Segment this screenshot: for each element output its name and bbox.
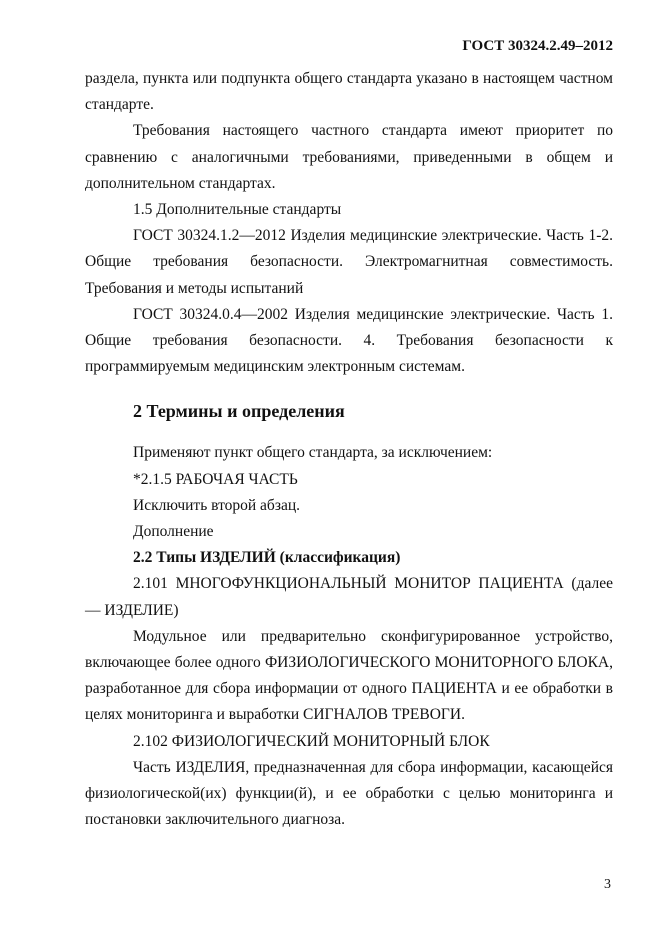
paragraph: Часть ИЗДЕЛИЯ, предназначенная для сбора информации, касающейся физиологической(их) функции(й), и ее обработки с целью мониторинга и постановки заключительного диагноза. — [85, 758, 613, 829]
subsection-heading: 2.2 Типы ИЗДЕЛИЙ (классификация) — [133, 549, 401, 567]
paragraph: Модульное или предварительно сконфигурированное устройство, включающее более одного ФИЗИОЛОГИЧЕСКОГО МОНИТОРНОГО БЛОКА, разработанное для сбора информации от одного ПАЦИЕНТА и ее обработки в целях мониторинга и выработки СИГНАЛОВ ТРЕВОГИ. — [85, 627, 613, 724]
document-number-header: ГОСТ 30324.2.49–2012 — [462, 38, 613, 54]
paragraph: Исключить второй абзац. — [133, 496, 300, 514]
paragraph: раздела, пункта или подпункта общего стандарта указано в настоящем частном стандарте. — [85, 70, 613, 114]
paragraph: Применяют пункт общего стандарта, за исключением: — [133, 444, 493, 462]
paragraph: Дополнение — [133, 523, 214, 541]
paragraph: ГОСТ 30324.1.2—2012 Изделия медицинские электрические. Часть 1-2. Общие требования безопасности. Электромагнитная совместимость. Требования и методы испытаний — [85, 227, 613, 297]
subsection-heading: 1.5 Дополнительные стандарты — [133, 201, 342, 219]
clause-label: *2.1.5 РАБОЧАЯ ЧАСТЬ — [133, 470, 298, 488]
section-heading: 2 Термины и определения — [133, 401, 345, 422]
term-definition-title: 2.102 ФИЗИОЛОГИЧЕСКИЙ МОНИТОРНЫЙ БЛОК — [133, 732, 490, 750]
page-number: 3 — [604, 877, 611, 892]
paragraph: ГОСТ 30324.0.4—2002 Изделия медицинские электрические. Часть 1. Общие требования безопасности. 4. Требования безопасности к программируемым медицинским электронным системам. — [85, 305, 613, 376]
paragraph: Требования настоящего частного стандарта имеют приоритет по сравнению с аналогичными требованиями, приведенными в общем и дополнительном стандартах. — [85, 122, 613, 192]
page-body — [85, 66, 613, 833]
term-definition-title: 2.101 МНОГОФУНКЦИОНАЛЬНЫЙ МОНИТОР ПАЦИЕНТА (далее — ИЗДЕЛИЕ) — [85, 575, 613, 619]
